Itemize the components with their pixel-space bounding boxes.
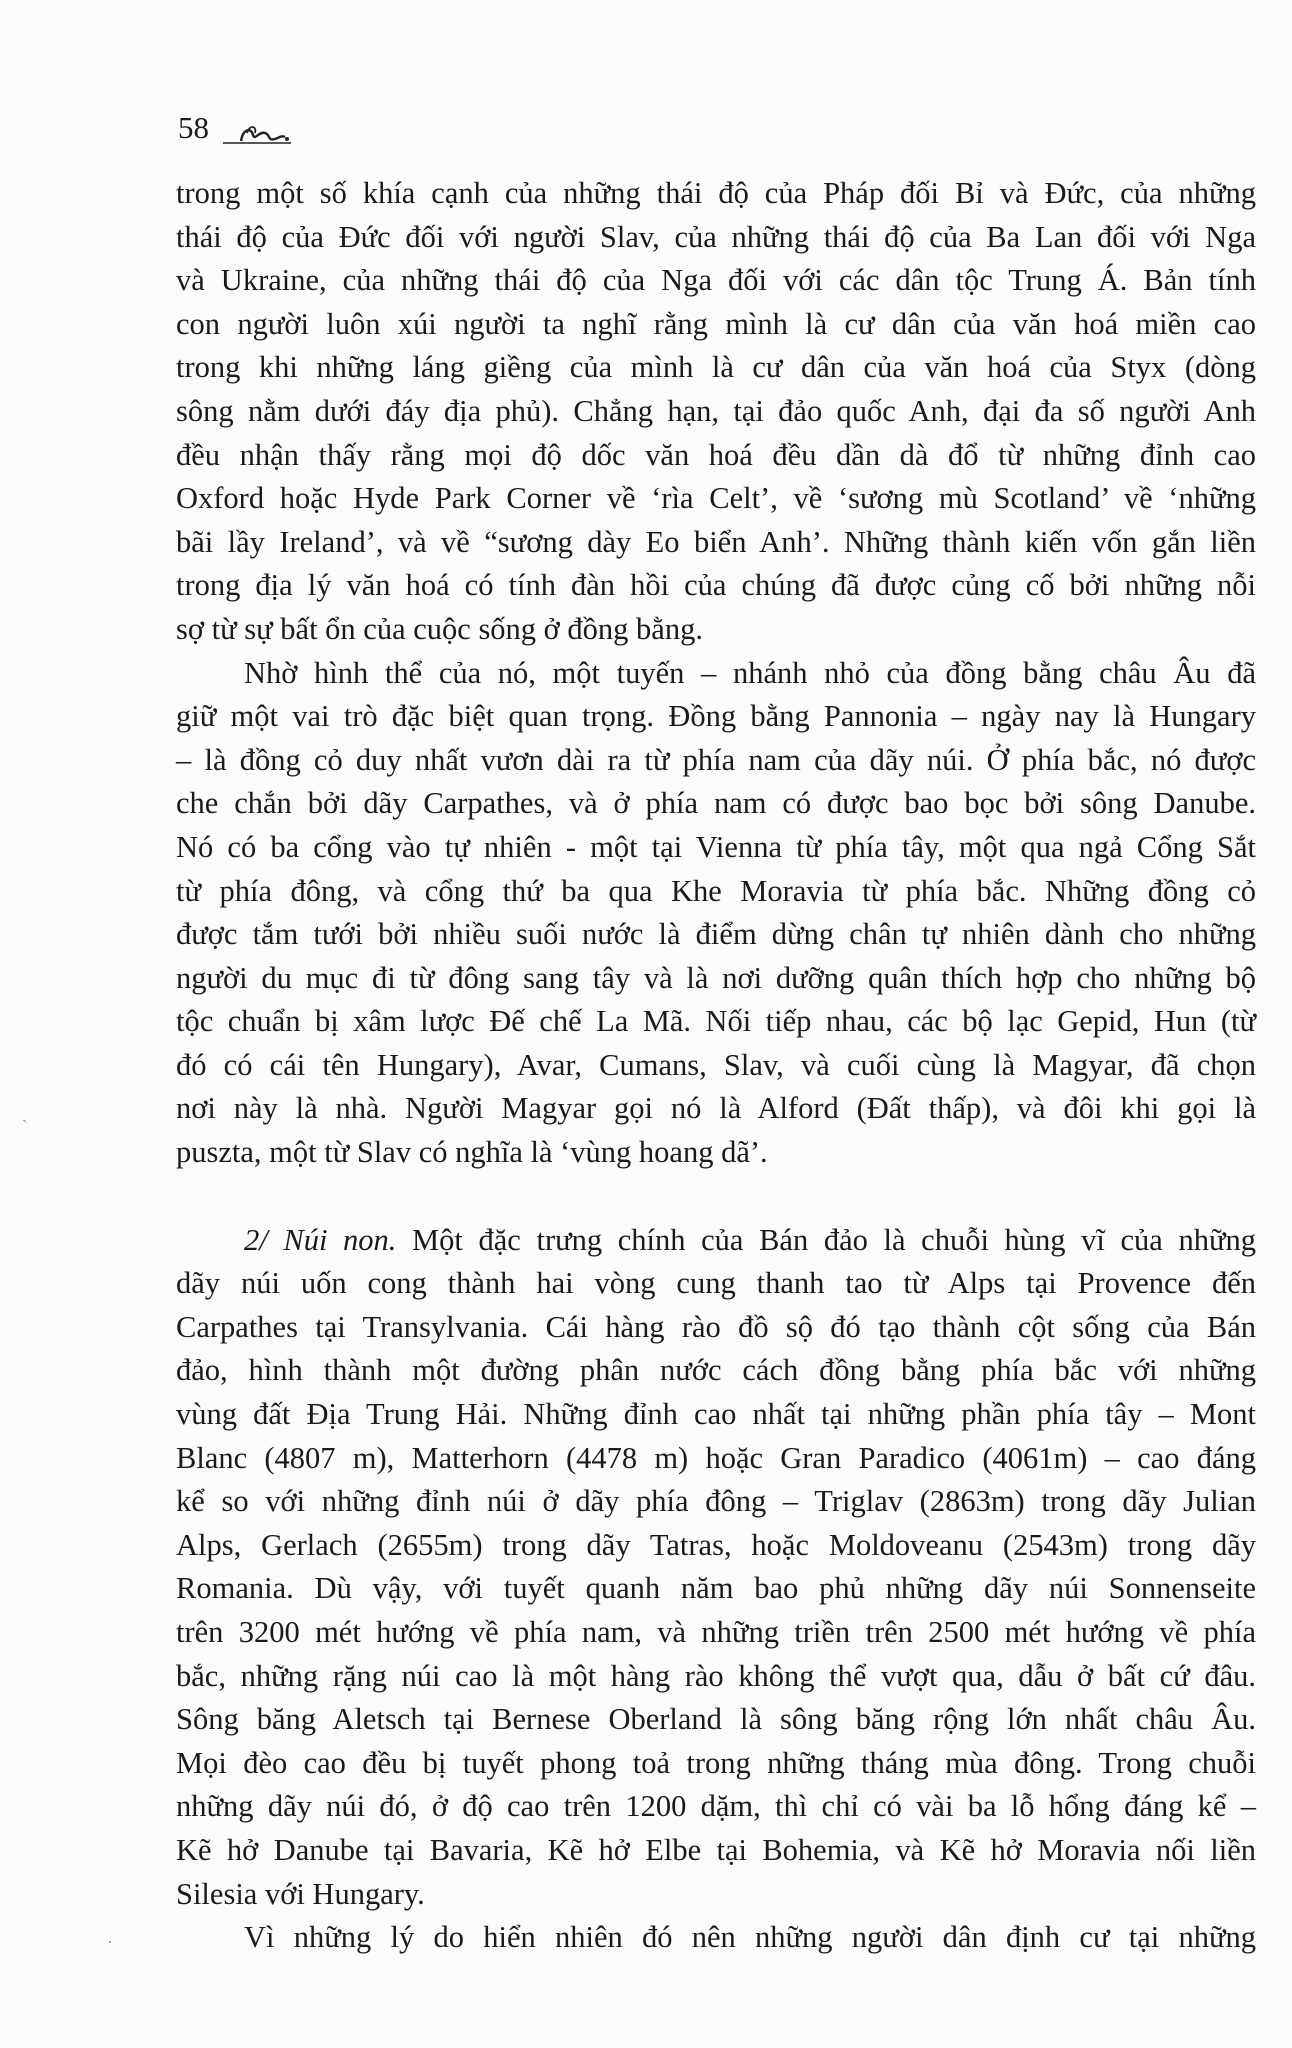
text-line: bắc, những rặng núi cao là một hàng rào không thể vượt qua, dẫu ở bất cứ đâu. <box>176 1658 1256 1693</box>
text-line: Carpathes tại Transylvania. Cái hàng rào đồ sộ đó tạo thành cột sống của Bán <box>176 1309 1256 1344</box>
text-line: người du mục đi từ đông sang tây và là nơi dưỡng quân thích hợp cho những bộ <box>176 960 1256 995</box>
paragraph-2 <box>176 652 1256 1175</box>
paragraph-4 <box>176 1916 1256 1960</box>
text-line: sợ từ sự bất ổn của cuộc sống ở đồng bằng. <box>176 611 703 646</box>
text-line: trên 3200 mét hướng về phía nam, và những triền trên 2500 mét hướng về phía <box>176 1615 1256 1649</box>
text-line: kể so với những đỉnh núi ở dãy phía đông – Triglav (2863m) trong dãy Julian <box>176 1484 1256 1519</box>
text-line: những dãy núi đó, ở độ cao trên 1200 dặm, thì chỉ có vài ba lỗ hổng đáng kể – <box>176 1789 1256 1824</box>
text-body <box>176 172 1256 1960</box>
text-line: đó có cái tên Hungary), Avar, Cumans, Slav, và cuối cùng là Magyar, đã chọn <box>176 1047 1256 1082</box>
page-header <box>178 112 293 143</box>
text-line: trong khi những láng giềng của mình là cư dân của văn hoá của Styx (dòng <box>176 350 1256 385</box>
text-line: Vì những lý do hiển nhiên đó nên những người dân định cư tại những <box>244 1920 1256 1955</box>
text-line: đảo, hình thành một đường phân nước cách đồng bằng phía bắc với những <box>176 1353 1256 1388</box>
text-line: dãy núi uốn cong thành hai vòng cung thanh tao từ Alps tại Provence đến <box>176 1266 1256 1301</box>
text-line: sông nằm dưới đáy địa phủ). Chẳng hạn, tại đảo quốc Anh, đại đa số người Anh <box>176 393 1256 428</box>
ornament-flourish-icon <box>221 121 293 149</box>
section-label: 2/ Núi non. <box>244 1222 397 1257</box>
text-line: Romania. Dù vậy, với tuyết quanh năm bao phủ những dãy núi Sonnenseite <box>176 1571 1256 1606</box>
text-line: Alps, Gerlach (2655m) trong dãy Tatras, hoặc Moldoveanu (2543m) trong dãy <box>176 1527 1256 1562</box>
scan-speck: ` <box>22 1118 28 1135</box>
text-line: giữ một vai trò đặc biệt quan trọng. Đồng bằng Pannonia – ngày nay là Hungary <box>176 699 1256 734</box>
text-line: tộc chuẩn bị xâm lược Đế chế La Mã. Nối tiếp nhau, các bộ lạc Gepid, Hun (từ <box>176 1004 1256 1039</box>
text-line: thái độ của Đức đối với người Slav, của những thái độ của Ba Lan đối với Nga <box>176 219 1256 254</box>
text-line: trong một số khía cạnh của những thái độ của Pháp đối Bỉ và Đức, của những <box>176 176 1256 210</box>
text-line: được tắm tưới bởi nhiều suối nước là điểm dừng chân tự nhiên dành cho những <box>176 917 1256 952</box>
text-line: Silesia với Hungary. <box>176 1876 425 1911</box>
text-line: puszta, một từ Slav có nghĩa là ‘vùng hoang dã’. <box>176 1135 768 1170</box>
text-line: Nó có ba cổng vào tự nhiên - một tại Vienna từ phía tây, một qua ngả Cổng Sắt <box>176 829 1256 864</box>
text-line: Kẽ hở Danube tại Bavaria, Kẽ hở Elbe tại Bohemia, và Kẽ hở Moravia nối liền <box>176 1832 1256 1867</box>
text-line: Oxford hoặc Hyde Park Corner về ‘rìa Celt’, về ‘sương mù Scotland’ về ‘những <box>176 481 1256 516</box>
scan-speck: . <box>108 1930 112 1947</box>
text-line: Mọi đèo cao đều bị tuyết phong toả trong những tháng mùa đông. Trong chuỗi <box>176 1745 1256 1780</box>
text-line: Nhờ hình thể của nó, một tuyến – nhánh nhỏ của đồng bằng châu Âu đã <box>244 655 1256 690</box>
text-line: và Ukraine, của những thái độ của Nga đối với các dân tộc Trung Á. Bản tính <box>176 263 1256 298</box>
text-line: đều nhận thấy rằng mọi độ dốc văn hoá đều dần dà đổ từ những đỉnh cao <box>176 437 1256 472</box>
text-line <box>176 1219 1256 1263</box>
text-line: Sông băng Aletsch tại Bernese Oberland là sông băng rộng lớn nhất châu Âu. <box>176 1702 1256 1737</box>
text-line: – là đồng cỏ duy nhất vươn dài ra từ phía nam của dãy núi. Ở phía bắc, nó được <box>176 742 1256 777</box>
section-gap <box>176 1175 1256 1219</box>
text-line: nơi này là nhà. Người Magyar gọi nó là Alford (Đất thấp), và đôi khi gọi là <box>176 1091 1256 1126</box>
text-line: vùng đất Địa Trung Hải. Những đỉnh cao nhất tại những phần phía tây – Mont <box>176 1397 1256 1432</box>
text-line: từ phía đông, và cổng thứ ba qua Khe Moravia từ phía bắc. Những đồng cỏ <box>176 873 1256 908</box>
page-number: 58 <box>178 110 209 145</box>
text-line: che chắn bởi dãy Carpathes, và ở phía nam có được bao bọc bởi sông Danube. <box>176 786 1256 821</box>
text-line: trong địa lý văn hoá có tính đàn hồi của chúng đã được củng cố bởi những nỗi <box>176 568 1256 603</box>
paragraph-1 <box>176 172 1256 652</box>
text-line: bãi lầy Ireland’, và về “sương dày Eo biển Anh’. Những thành kiến vốn gắn liền <box>176 524 1256 559</box>
text-line: Blanc (4807 m), Matterhorn (4478 m) hoặc Gran Paradico (4061m) – cao đáng <box>176 1440 1256 1475</box>
text-line-rest: Một đặc trưng chính của Bán đảo là chuỗi hùng vĩ của những <box>396 1222 1256 1257</box>
paragraph-3 <box>176 1219 1256 1917</box>
text-line: con người luôn xúi người ta nghĩ rằng mình là cư dân của văn hoá miền cao <box>176 306 1256 341</box>
